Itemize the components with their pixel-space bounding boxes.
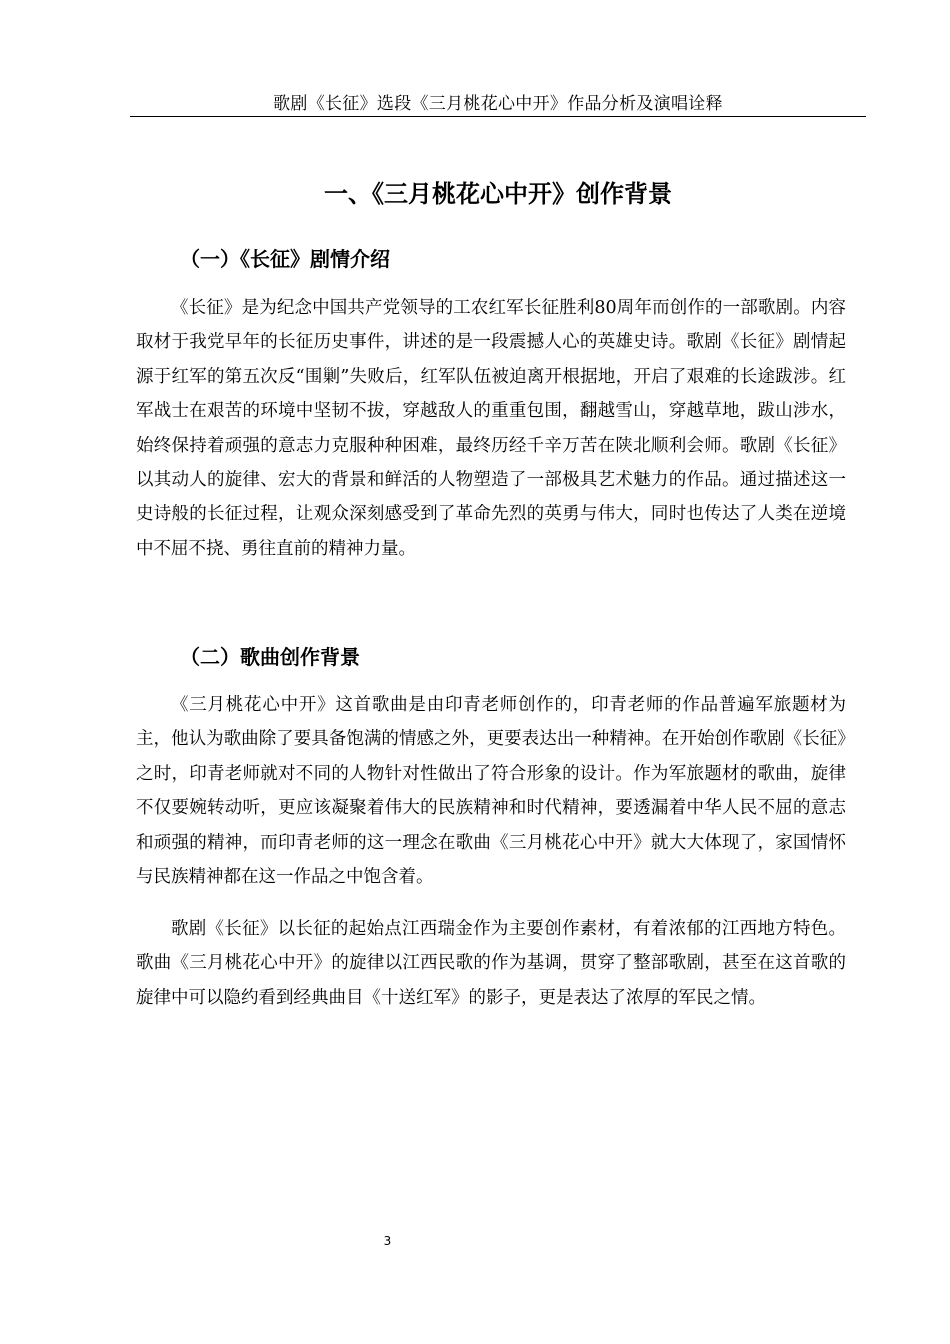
chapter-title: 一、《三月桃花心中开》创作背景 (324, 180, 672, 208)
section-heading-song-background: （二）歌曲创作背景 (180, 645, 360, 669)
paragraph-song-background-2: 歌剧《长征》以长征的起始点江西瑞金作为主要创作素材，有着浓郁的江西地方特色。歌曲《三月桃花心中开》的旋律以江西民歌的作为基调，贯穿了整部歌剧，甚至在这首歌的旋律中可以隐约看到经典曲目《十送红军》的影子，更是表达了浓厚的军民之情。 (136, 919, 846, 1008)
paragraph-plot-intro: 《长征》是为纪念中国共产党领导的工农红军长征胜利80周年而创作的一部歌剧。内容取材于我党早年的长征历史事件，讲述的是一段震撼人心的英雄史诗。歌剧《长征》剧情起源于红军的第五次反“围剿”失败后，红军队伍被迫离开根据地，开启了艰难的长途跋涉。红军战士在艰苦的环境中坚韧不拔，穿越敌人的重重包围，翻越雪山，穿越草地，跋山涉水，始终保持着顽强的意志力克服种种困难，最终历经千辛万苦在陕北顺利会师。歌剧《长征》以其动人的旋律、宏大的背景和鲜活的人物塑造了一部极具艺术魅力的作品。通过描述这一史诗般的长征过程，让观众深刻感受到了革命先烈的英勇与伟大，同时也传达了人类在逆境中不屈不挠、勇往直前的精神力量。 (136, 298, 846, 559)
paragraph-song-background-1: 《三月桃花心中开》这首歌曲是由印青老师创作的，印青老师的作品普遍军旅题材为主，他认为歌曲除了要具备饱满的情感之外，更要表达出一种精神。在开始创作歌剧《长征》之时，印青老师就对不同的人物针对性做出了符合形象的设计。作为军旅题材的歌曲，旋律不仅要婉转动听，更应该凝聚着伟大的民族精神和时代精神，要透漏着中华人民不屈的意志和顽强的精神，而印青老师的这一理念在歌曲《三月桃花心中开》就大大体现了，家国情怀与民族精神都在这一作品之中饱含着。 (136, 695, 846, 888)
section-heading-plot-intro: （一）《长征》剧情介绍 (180, 247, 390, 271)
running-header: 歌剧《长征》选段《三月桃花心中开》作品分析及演唱诠释 (273, 94, 723, 114)
page-number: 3 (383, 1234, 392, 1248)
header-divider (130, 116, 866, 117)
